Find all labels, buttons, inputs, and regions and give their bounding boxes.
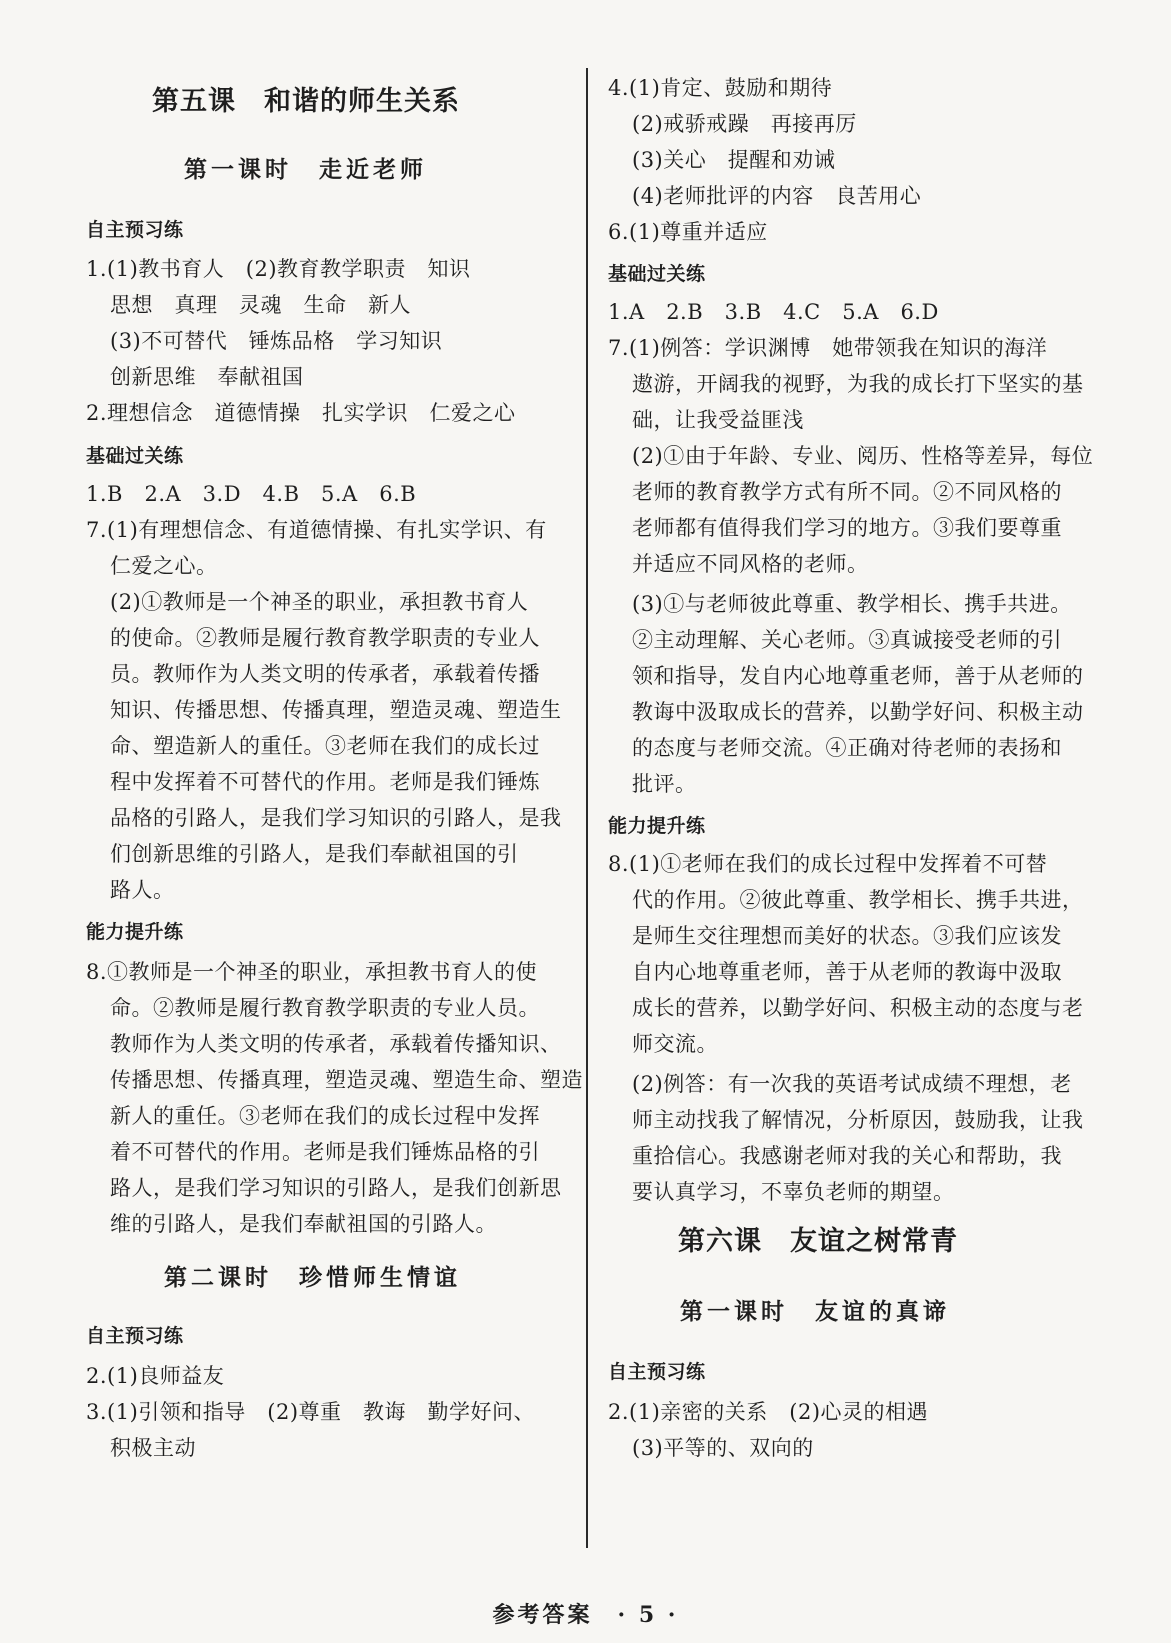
lesson6-title: 第六课 友谊之树常青 <box>678 1226 958 1257</box>
answer-line: (2)例答：有一次我的英语考试成绩不理想，老 <box>632 1072 1072 1096</box>
answer-line: 仁爱之心。 <box>110 554 218 578</box>
answer-line: (3)平等的、双向的 <box>632 1436 814 1460</box>
answer-line: (2)①由于年龄、专业、阅历、性格等差异，每位 <box>632 444 1094 468</box>
answer-line: 教诲中汲取成长的营养，以勤学好问、积极主动 <box>632 700 1084 724</box>
answer-line: 3.(1)引领和指导 (2)尊重 教诲 勤学好问、 <box>86 1400 536 1424</box>
section-heading: 能力提升练 <box>86 921 184 943</box>
answer-line: 8.(1)①老师在我们的成长过程中发挥着不可替 <box>608 852 1048 876</box>
answer-line: 着不可替代的作用。老师是我们锤炼品格的引 <box>110 1140 540 1164</box>
answer-line: 代的作用。②彼此尊重、教学相长、携手共进， <box>632 888 1084 912</box>
page-footer: 参考答案 · 5 · <box>492 1602 679 1628</box>
lesson-title: 第五课 和谐的师生关系 <box>152 86 460 117</box>
answer-line: (3)关心 提醒和劝诫 <box>632 148 836 172</box>
answer-line: 1.A 2.B 3.B 4.C 5.A 6.D <box>608 300 939 324</box>
answer-line: (2)戒骄戒躁 再接再厉 <box>632 112 857 136</box>
answer-line: 员。教师作为人类文明的传承者，承载着传播 <box>110 662 540 686</box>
answer-line: 8.①教师是一个神圣的职业，承担教书育人的使 <box>86 960 538 984</box>
section-heading: 自主预习练 <box>86 219 184 241</box>
answer-line: (2)①教师是一个神圣的职业，承担教书育人 <box>110 590 529 614</box>
answer-line: 路人，是我们学习知识的引路人，是我们创新思 <box>110 1176 562 1200</box>
answer-line: (3)①与老师彼此尊重、教学相长、携手共进。 <box>632 592 1072 616</box>
answer-line: (3)不可替代 锤炼品格 学习知识 <box>110 329 443 353</box>
answer-line: 路人。 <box>110 878 175 902</box>
answer-line: 2.(1)亲密的关系 (2)心灵的相遇 <box>608 1400 929 1424</box>
section-heading: 自主预习练 <box>608 1361 706 1383</box>
lesson1-title: 第一课时 走近老师 <box>184 156 427 183</box>
answer-line: 命、塑造新人的重任。③老师在我们的成长过 <box>110 734 540 758</box>
section-heading: 能力提升练 <box>608 815 706 837</box>
answer-line: 6.(1)尊重并适应 <box>608 220 768 244</box>
column-divider <box>586 68 588 1548</box>
answer-line: ②主动理解、关心老师。③真诚接受老师的引 <box>632 628 1062 652</box>
answer-line: 思想 真理 灵魂 生命 新人 <box>110 293 411 317</box>
answer-line: 师主动找我了解情况，分析原因，鼓励我，让我 <box>632 1108 1084 1132</box>
answer-line: 并适应不同风格的老师。 <box>632 552 869 576</box>
answer-line: 命。②教师是履行教育教学职责的专业人员。 <box>110 996 540 1020</box>
answer-line: 7.(1)有理想信念、有道德情操、有扎实学识、有 <box>86 518 547 542</box>
answer-line: 老师的教育教学方式有所不同。②不同风格的 <box>632 480 1062 504</box>
answer-line: 师交流。 <box>632 1032 718 1056</box>
answer-line: 新人的重任。③老师在我们的成长过程中发挥 <box>110 1104 540 1128</box>
answer-line: 2.(1)良师益友 <box>86 1364 225 1388</box>
answer-line: 们创新思维的引路人，是我们奉献祖国的引 <box>110 842 519 866</box>
answer-line: (4)老师批评的内容 良苦用心 <box>632 184 922 208</box>
answer-line: 知识、传播思想、传播真理，塑造灵魂、塑造生 <box>110 698 562 722</box>
answer-line: 成长的营养，以勤学好问、积极主动的态度与老 <box>632 996 1084 1020</box>
answer-line: 1.(1)教书育人 (2)教育教学职责 知识 <box>86 257 471 281</box>
answer-line: 领和指导，发自内心地尊重老师，善于从老师的 <box>632 664 1084 688</box>
answer-line: 程中发挥着不可替代的作用。老师是我们锤炼 <box>110 770 540 794</box>
answer-line: 是师生交往理想而美好的状态。③我们应该发 <box>632 924 1062 948</box>
answer-line: 批评。 <box>632 772 697 796</box>
lesson2-title: 第二课时 珍惜师生情谊 <box>164 1264 461 1291</box>
answer-line: 创新思维 奉献祖国 <box>110 365 304 389</box>
lesson6-1-title: 第一课时 友谊的真谛 <box>680 1298 950 1325</box>
answer-line: 础，让我受益匪浅 <box>632 408 804 432</box>
answer-line: 重拾信心。我感谢老师对我的关心和帮助，我 <box>632 1144 1062 1168</box>
answer-line: 积极主动 <box>110 1436 196 1460</box>
answer-line: 2.理想信念 道德情操 扎实学识 仁爱之心 <box>86 401 516 425</box>
answer-line: 教师作为人类文明的传承者，承载着传播知识、 <box>110 1032 562 1056</box>
answer-line: 传播思想、传播真理，塑造灵魂、塑造生命、塑造 <box>110 1068 583 1092</box>
section-heading: 自主预习练 <box>86 1325 184 1347</box>
answer-line: 的态度与老师交流。④正确对待老师的表扬和 <box>632 736 1062 760</box>
answer-line: 的使命。②教师是履行教育教学职责的专业人 <box>110 626 540 650</box>
answer-line: 品格的引路人，是我们学习知识的引路人，是我 <box>110 806 562 830</box>
answer-line: 4.(1)肯定、鼓励和期待 <box>608 76 833 100</box>
answer-line: 老师都有值得我们学习的地方。③我们要尊重 <box>632 516 1062 540</box>
section-heading: 基础过关练 <box>608 263 706 285</box>
answer-line: 自内心地尊重老师，善于从老师的教诲中汲取 <box>632 960 1062 984</box>
section-heading: 基础过关练 <box>86 445 184 467</box>
answer-line: 1.B 2.A 3.D 4.B 5.A 6.B <box>86 482 417 506</box>
answer-line: 遨游，开阔我的视野，为我的成长打下坚实的基 <box>632 372 1084 396</box>
answer-line: 要认真学习，不辜负老师的期望。 <box>632 1180 955 1204</box>
answer-line: 7.(1)例答：学识渊博 她带领我在知识的海洋 <box>608 336 1048 360</box>
answer-line: 维的引路人，是我们奉献祖国的引路人。 <box>110 1212 497 1236</box>
